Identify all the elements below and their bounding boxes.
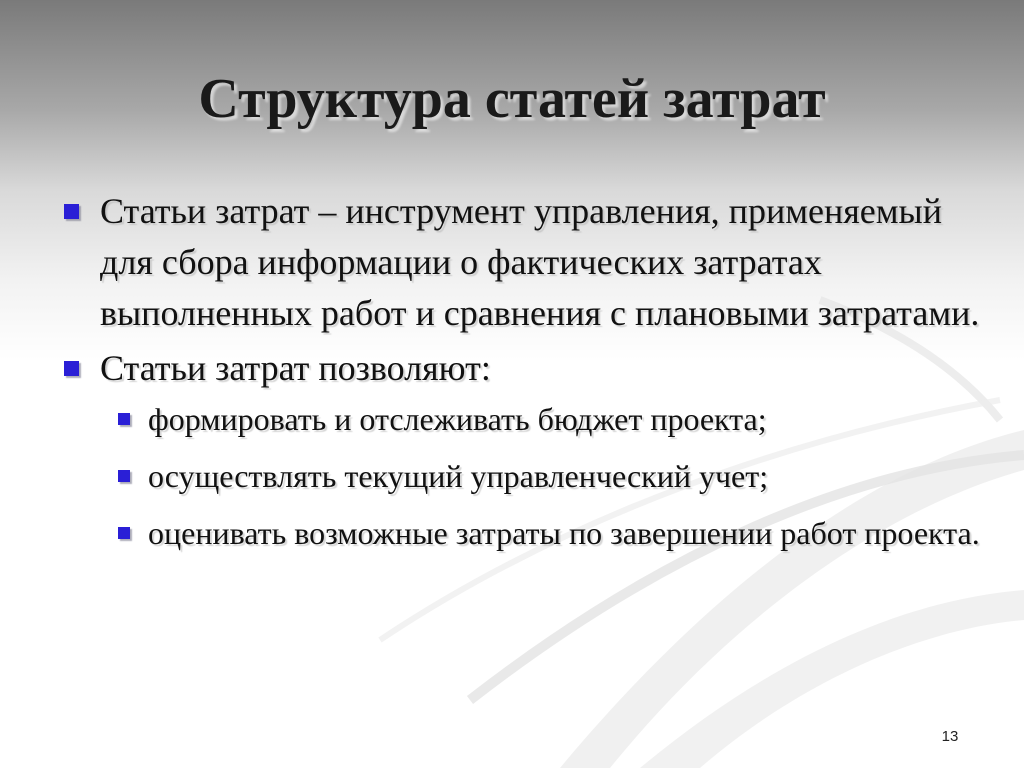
square-bullet-icon <box>118 413 130 425</box>
square-bullet-icon <box>118 527 130 539</box>
sub-bullet-item <box>118 455 982 498</box>
bullet-text: Статьи затрат позволяют: <box>100 348 491 388</box>
sub-bullet-list <box>62 398 982 555</box>
square-bullet-icon <box>64 361 79 376</box>
sub-bullet-text: осуществлять текущий управленческий учет; <box>148 458 769 494</box>
sub-bullet-text: формировать и отслеживать бюджет проекта; <box>148 401 767 437</box>
bullet-item <box>62 186 982 339</box>
bullet-text: Статьи затрат – инструмент управления, применяемый для сбора информации о фактических затратах выполненных работ и сравнения с плановыми затратами. <box>100 191 980 333</box>
page-number: 13 <box>941 728 959 745</box>
square-bullet-icon <box>118 470 130 482</box>
slide-title: Структура статей затрат <box>198 68 826 130</box>
square-bullet-icon <box>64 204 79 219</box>
slide-content <box>62 186 982 569</box>
sub-bullet-item <box>118 398 982 441</box>
sub-bullet-text: оценивать возможные затраты по завершении работ проекта. <box>148 515 980 551</box>
bullet-item <box>62 343 982 394</box>
sub-bullet-item <box>118 512 982 555</box>
